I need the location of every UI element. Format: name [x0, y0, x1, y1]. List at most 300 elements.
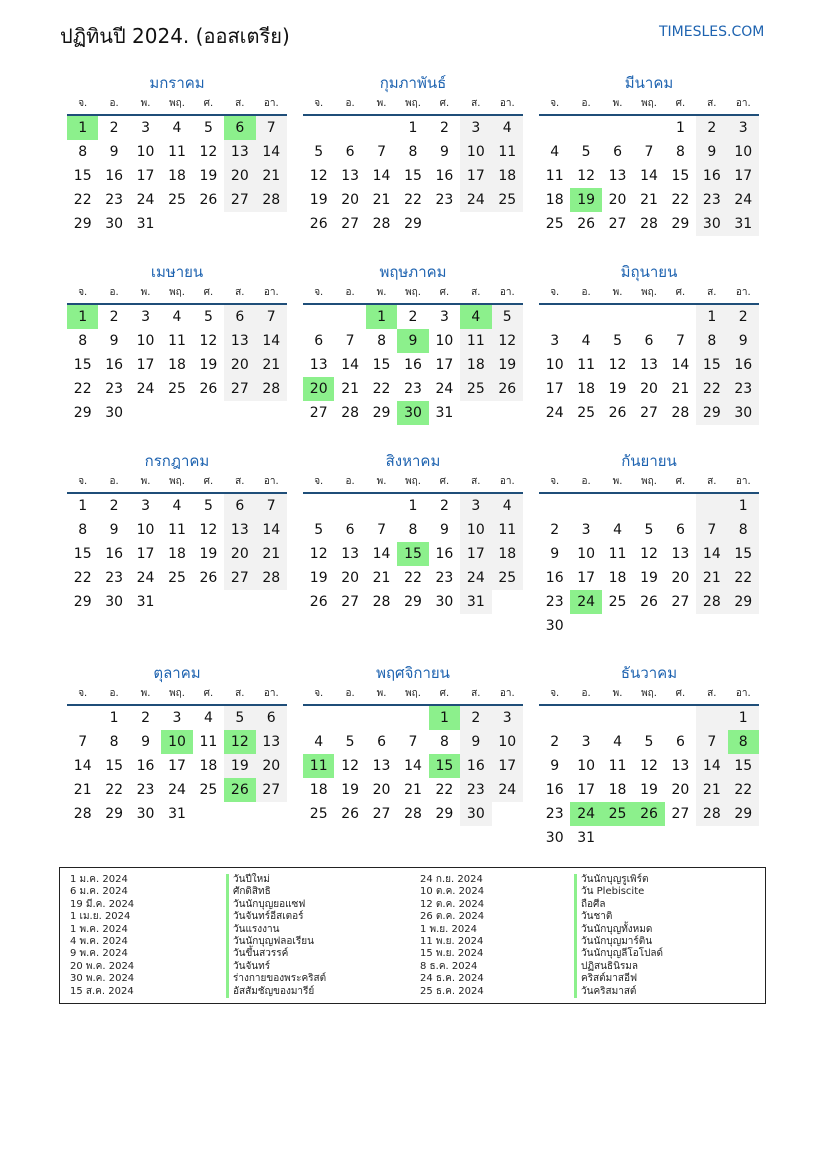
day-cell: 15: [671, 168, 690, 184]
empty-cell: [256, 802, 287, 826]
day-cell: 23: [460, 778, 491, 802]
day-cell: 4: [492, 116, 523, 140]
day-cell: 24: [136, 570, 155, 586]
day-cell: 21: [696, 778, 727, 802]
day-cell: 22: [73, 381, 92, 397]
month-name: กันยายน: [621, 452, 677, 470]
day-cell: 6: [345, 144, 355, 160]
holiday-day-cell: 19: [570, 188, 601, 212]
day-cell: 28: [73, 806, 92, 822]
weekday-label: อ.: [581, 98, 591, 109]
legend-date: 25 ธ.ค. 2024: [420, 985, 484, 997]
day-cell: 7: [696, 518, 727, 542]
legend-holiday-name: ศักดิสิทธิ: [226, 886, 326, 898]
empty-cell: [539, 116, 570, 140]
weekday-label: จ.: [314, 476, 324, 487]
day-cell: 8: [439, 734, 449, 750]
day-cell: 6: [675, 734, 685, 750]
weekday-label: จ.: [78, 476, 88, 487]
day-cell: 25: [492, 566, 523, 590]
day-cell: 27: [640, 405, 658, 421]
month-name: กุมภาพันธ์: [379, 74, 447, 92]
day-cell: 30: [136, 806, 155, 822]
day-cell: 27: [341, 216, 360, 232]
weekday-label: พ.: [612, 287, 623, 298]
day-cell: 3: [460, 494, 491, 518]
day-cell: 26: [199, 192, 218, 208]
day-cell: 10: [577, 758, 596, 774]
day-cell: 25: [577, 405, 596, 421]
day-cell: 14: [256, 329, 287, 353]
empty-cell: [570, 305, 601, 329]
day-cell: 19: [309, 192, 328, 208]
empty-cell: [397, 706, 428, 730]
empty-cell: [334, 116, 365, 140]
day-cell: 26: [199, 381, 218, 397]
weekday-label: ศ.: [675, 98, 686, 109]
day-cell: 24: [460, 566, 491, 590]
day-cell: 19: [341, 782, 360, 798]
day-cell: 14: [256, 140, 287, 164]
weekday-label: ศ.: [203, 98, 214, 109]
empty-cell: [665, 494, 696, 518]
day-cell: 6: [644, 333, 654, 349]
weekday-label: ส.: [707, 98, 717, 109]
site-link[interactable]: TIMESLES.COM: [659, 24, 765, 40]
day-cell: 14: [671, 357, 690, 373]
empty-cell: [665, 305, 696, 329]
empty-cell: [539, 494, 570, 518]
weekday-header: [539, 684, 759, 706]
day-cell: 9: [550, 546, 560, 562]
day-cell: 14: [73, 758, 92, 774]
holiday-day-cell: 30: [397, 401, 428, 425]
day-cell: 27: [671, 594, 690, 610]
day-cell: 20: [224, 164, 255, 188]
day-cell: 7: [256, 305, 287, 329]
day-cell: 11: [168, 144, 186, 160]
day-grid: [539, 116, 759, 236]
weekday-label: พฤ.: [641, 287, 657, 298]
day-cell: 18: [608, 782, 627, 798]
weekday-label: ส.: [471, 98, 481, 109]
day-cell: 24: [168, 782, 186, 798]
day-grid: [67, 706, 287, 826]
day-cell: 5: [581, 144, 591, 160]
day-cell: 18: [460, 353, 491, 377]
holiday-day-cell: 11: [303, 754, 334, 778]
day-cell: 30: [105, 216, 124, 232]
month-name: เมษายน: [150, 263, 204, 281]
legend-date: 1 ม.ค. 2024: [70, 874, 128, 885]
weekday-label: อา.: [263, 688, 279, 699]
day-cell: 29: [728, 590, 759, 614]
day-cell: 8: [78, 144, 88, 160]
day-cell: 1: [109, 710, 119, 726]
empty-cell: [728, 826, 759, 850]
day-grid: [539, 706, 759, 850]
empty-cell: [193, 401, 224, 425]
day-cell: 8: [675, 144, 685, 160]
day-cell: 15: [696, 353, 727, 377]
empty-cell: [633, 614, 664, 638]
weekday-label: ส.: [471, 476, 481, 487]
legend-holiday-name: วันแรงงาน: [226, 924, 326, 936]
legend-date: 10 ต.ค. 2024: [420, 886, 485, 898]
day-cell: 29: [73, 594, 92, 610]
day-cell: 4: [581, 333, 591, 349]
day-cell: 30: [545, 830, 564, 846]
day-cell: 3: [439, 309, 449, 325]
day-cell: 11: [199, 734, 218, 750]
day-cell: 22: [73, 192, 92, 208]
day-cell: 17: [728, 164, 759, 188]
weekday-label: พ.: [612, 98, 623, 109]
day-cell: 31: [435, 405, 454, 421]
day-cell: 28: [671, 405, 690, 421]
weekday-label: อ.: [109, 287, 119, 298]
legend-date: 6 ม.ค. 2024: [70, 886, 128, 898]
day-cell: 8: [377, 333, 387, 349]
day-cell: 1: [675, 120, 685, 136]
day-cell: 9: [141, 734, 151, 750]
day-cell: 18: [492, 164, 523, 188]
weekday-label: ศ.: [439, 98, 450, 109]
day-cell: 2: [408, 309, 418, 325]
legend-date: 20 พ.ค. 2024: [70, 960, 135, 972]
month-name: กรกฎาคม: [144, 452, 210, 470]
empty-cell: [633, 494, 664, 518]
day-cell: 17: [168, 758, 186, 774]
day-cell: 19: [608, 381, 627, 397]
month-name: มกราคม: [149, 74, 205, 92]
day-cell: 2: [550, 522, 560, 538]
day-cell: 21: [404, 782, 422, 798]
day-cell: 19: [199, 357, 218, 373]
day-cell: 1: [408, 120, 418, 136]
day-cell: 28: [372, 216, 391, 232]
empty-cell: [303, 116, 334, 140]
month-block: [303, 662, 523, 826]
day-cell: 21: [640, 192, 658, 208]
holiday-day-cell: 26: [633, 802, 664, 826]
weekday-label: จ.: [550, 287, 560, 298]
month-block: [303, 72, 523, 236]
day-cell: 28: [404, 806, 422, 822]
day-cell: 17: [545, 381, 564, 397]
weekday-label: ศ.: [675, 287, 686, 298]
day-cell: 4: [172, 120, 182, 136]
legend-holiday-name: วันขึ้นสวรรค์: [226, 948, 326, 960]
day-cell: 19: [492, 353, 523, 377]
weekday-label: ศ.: [203, 476, 214, 487]
legend-date: 1 พ.ค. 2024: [70, 923, 128, 935]
weekday-label: อา.: [263, 287, 279, 298]
day-cell: 12: [640, 758, 658, 774]
empty-cell: [665, 614, 696, 638]
empty-cell: [161, 212, 192, 236]
day-grid: [67, 494, 287, 614]
day-cell: 10: [545, 357, 564, 373]
empty-cell: [334, 494, 365, 518]
day-cell: 22: [728, 778, 759, 802]
day-cell: 16: [545, 570, 564, 586]
day-grid: [539, 305, 759, 425]
legend-holiday-name: วันนักบุญยอแซฟ: [226, 899, 326, 911]
day-cell: 4: [203, 710, 213, 726]
day-cell: 2: [109, 309, 119, 325]
holiday-day-cell: 1: [67, 305, 98, 329]
day-cell: 15: [73, 546, 92, 562]
day-cell: 3: [550, 333, 560, 349]
weekday-label: อ.: [581, 287, 591, 298]
day-cell: 3: [141, 309, 151, 325]
weekday-label: อา.: [499, 287, 515, 298]
day-cell: 8: [78, 333, 88, 349]
day-cell: 23: [728, 377, 759, 401]
month-name: ตุลาคม: [153, 664, 201, 682]
day-cell: 2: [460, 706, 491, 730]
day-cell: 6: [345, 522, 355, 538]
weekday-label: อา.: [499, 98, 515, 109]
day-cell: 4: [314, 734, 324, 750]
day-cell: 5: [492, 305, 523, 329]
empty-cell: [161, 590, 192, 614]
weekday-label: ส.: [707, 688, 717, 699]
empty-cell: [539, 706, 570, 730]
weekday-label: พฤ.: [169, 98, 185, 109]
weekday-label: ศ.: [675, 688, 686, 699]
day-cell: 24: [136, 381, 155, 397]
month-block: [67, 662, 287, 826]
day-cell: 2: [439, 120, 449, 136]
day-cell: 6: [256, 706, 287, 730]
day-cell: 30: [105, 594, 124, 610]
day-cell: 3: [172, 710, 182, 726]
day-cell: 14: [696, 754, 727, 778]
day-cell: 28: [640, 216, 658, 232]
empty-cell: [334, 706, 365, 730]
day-cell: 16: [136, 758, 155, 774]
day-cell: 13: [608, 168, 627, 184]
day-cell: 9: [109, 522, 119, 538]
day-cell: 13: [671, 546, 690, 562]
weekday-label: พฤ.: [641, 98, 657, 109]
day-grid: [303, 706, 523, 826]
empty-cell: [224, 802, 255, 826]
empty-cell: [429, 212, 460, 236]
holiday-day-cell: 8: [728, 730, 759, 754]
day-cell: 13: [341, 546, 360, 562]
day-cell: 30: [545, 618, 564, 634]
legend-date: 30 พ.ค. 2024: [70, 973, 135, 985]
day-cell: 30: [696, 212, 727, 236]
empty-cell: [570, 116, 601, 140]
day-cell: 20: [341, 570, 360, 586]
day-cell: 19: [640, 782, 658, 798]
day-cell: 6: [314, 333, 324, 349]
day-cell: 26: [341, 806, 360, 822]
weekday-label: จ.: [550, 98, 560, 109]
weekday-label: ส.: [471, 287, 481, 298]
weekday-label: ศ.: [203, 688, 214, 699]
holiday-day-cell: 15: [397, 542, 428, 566]
day-cell: 13: [224, 518, 255, 542]
day-cell: 18: [199, 758, 218, 774]
day-cell: 11: [168, 522, 186, 538]
legend-date: 1 พ.ย. 2024: [420, 923, 477, 935]
day-cell: 12: [608, 357, 627, 373]
day-cell: 5: [314, 522, 324, 538]
holiday-day-cell: 1: [429, 706, 460, 730]
empty-cell: [492, 802, 523, 826]
day-cell: 20: [224, 542, 255, 566]
weekday-header: [67, 283, 287, 305]
day-cell: 10: [136, 333, 155, 349]
day-cell: 5: [345, 734, 355, 750]
weekday-label: อา.: [735, 688, 751, 699]
empty-cell: [602, 706, 633, 730]
day-cell: 23: [435, 192, 454, 208]
day-cell: 18: [168, 168, 186, 184]
legend-date: 12 ต.ค. 2024: [420, 898, 485, 910]
legend-date: 8 ธ.ค. 2024: [420, 960, 478, 972]
month-block: [67, 261, 287, 425]
day-cell: 12: [640, 546, 658, 562]
day-cell: 27: [256, 778, 287, 802]
day-cell: 11: [168, 333, 186, 349]
weekday-label: อ.: [345, 98, 355, 109]
day-cell: 9: [439, 144, 449, 160]
legend-date: 15 พ.ย. 2024: [420, 948, 484, 960]
holiday-day-cell: 24: [570, 590, 601, 614]
day-cell: 18: [492, 542, 523, 566]
empty-cell: [728, 614, 759, 638]
day-cell: 31: [728, 212, 759, 236]
weekday-label: จ.: [550, 476, 560, 487]
day-cell: 10: [460, 140, 491, 164]
day-cell: 18: [577, 381, 596, 397]
day-cell: 9: [728, 329, 759, 353]
empty-cell: [570, 494, 601, 518]
month-name: พฤษภาคม: [379, 263, 447, 281]
empty-cell: [696, 494, 727, 518]
empty-cell: [633, 305, 664, 329]
day-cell: 18: [545, 192, 564, 208]
legend-holiday-name: ปฏิสนธินิรมล: [574, 961, 663, 973]
weekday-label: พฤ.: [169, 688, 185, 699]
day-cell: 22: [372, 381, 391, 397]
day-cell: 5: [644, 522, 654, 538]
weekday-label: พฤ.: [641, 688, 657, 699]
weekday-label: อา.: [735, 476, 751, 487]
weekday-label: อ.: [345, 688, 355, 699]
empty-cell: [193, 590, 224, 614]
legend-holiday-name: วันปีใหม่: [226, 874, 326, 886]
weekday-label: ศ.: [675, 476, 686, 487]
day-cell: 27: [341, 594, 360, 610]
legend-holiday-name: วันจันทร์อีสเตอร์: [226, 911, 326, 923]
day-cell: 9: [109, 333, 119, 349]
day-cell: 31: [136, 594, 155, 610]
weekday-label: อา.: [735, 98, 751, 109]
day-cell: 9: [696, 140, 727, 164]
day-cell: 24: [435, 381, 454, 397]
weekday-label: พฤ.: [405, 98, 421, 109]
empty-cell: [633, 826, 664, 850]
holiday-legend: [59, 867, 766, 1004]
day-cell: 22: [696, 377, 727, 401]
day-cell: 22: [404, 192, 422, 208]
day-cell: 31: [460, 590, 491, 614]
day-cell: 21: [696, 566, 727, 590]
weekday-label: ส.: [471, 688, 481, 699]
empty-cell: [256, 212, 287, 236]
day-cell: 25: [168, 570, 186, 586]
empty-cell: [460, 401, 491, 425]
day-cell: 8: [408, 144, 418, 160]
weekday-label: พ.: [612, 476, 623, 487]
day-cell: 13: [309, 357, 328, 373]
page-title: ปฏิทินปี 2024. (ออสเตรีย): [60, 24, 290, 48]
day-cell: 11: [492, 140, 523, 164]
weekday-label: พ.: [376, 98, 387, 109]
legend-dates-col-1: [70, 874, 134, 998]
day-cell: 2: [728, 305, 759, 329]
day-cell: 29: [73, 216, 92, 232]
day-cell: 7: [377, 144, 387, 160]
day-cell: 29: [404, 594, 422, 610]
day-cell: 22: [435, 782, 454, 798]
weekday-label: พฤ.: [405, 287, 421, 298]
weekday-header: [303, 684, 523, 706]
legend-holiday-name: วัน Plebiscite: [574, 886, 663, 898]
month-name: ธันวาคม: [620, 664, 678, 682]
empty-cell: [224, 401, 255, 425]
day-cell: 4: [492, 494, 523, 518]
day-cell: 19: [640, 570, 658, 586]
day-cell: 10: [435, 333, 454, 349]
day-cell: 21: [372, 192, 391, 208]
day-cell: 8: [408, 522, 418, 538]
day-cell: 27: [224, 188, 255, 212]
holiday-day-cell: 15: [429, 754, 460, 778]
day-cell: 8: [696, 329, 727, 353]
day-cell: 27: [671, 806, 690, 822]
day-cell: 26: [309, 216, 328, 232]
day-cell: 30: [460, 802, 491, 826]
day-cell: 15: [728, 542, 759, 566]
day-cell: 12: [199, 333, 218, 349]
day-cell: 26: [577, 216, 596, 232]
holiday-day-cell: 1: [67, 116, 98, 140]
day-cell: 25: [492, 188, 523, 212]
month-block: [303, 261, 523, 425]
day-cell: 17: [577, 782, 596, 798]
empty-cell: [303, 706, 334, 730]
day-grid: [303, 305, 523, 425]
day-cell: 6: [224, 494, 255, 518]
weekday-label: อา.: [263, 476, 279, 487]
day-cell: 7: [345, 333, 355, 349]
day-cell: 20: [640, 381, 658, 397]
weekday-label: อา.: [499, 476, 515, 487]
day-cell: 30: [435, 594, 454, 610]
day-cell: 11: [545, 168, 564, 184]
day-cell: 11: [577, 357, 596, 373]
empty-cell: [539, 305, 570, 329]
day-cell: 10: [136, 522, 155, 538]
